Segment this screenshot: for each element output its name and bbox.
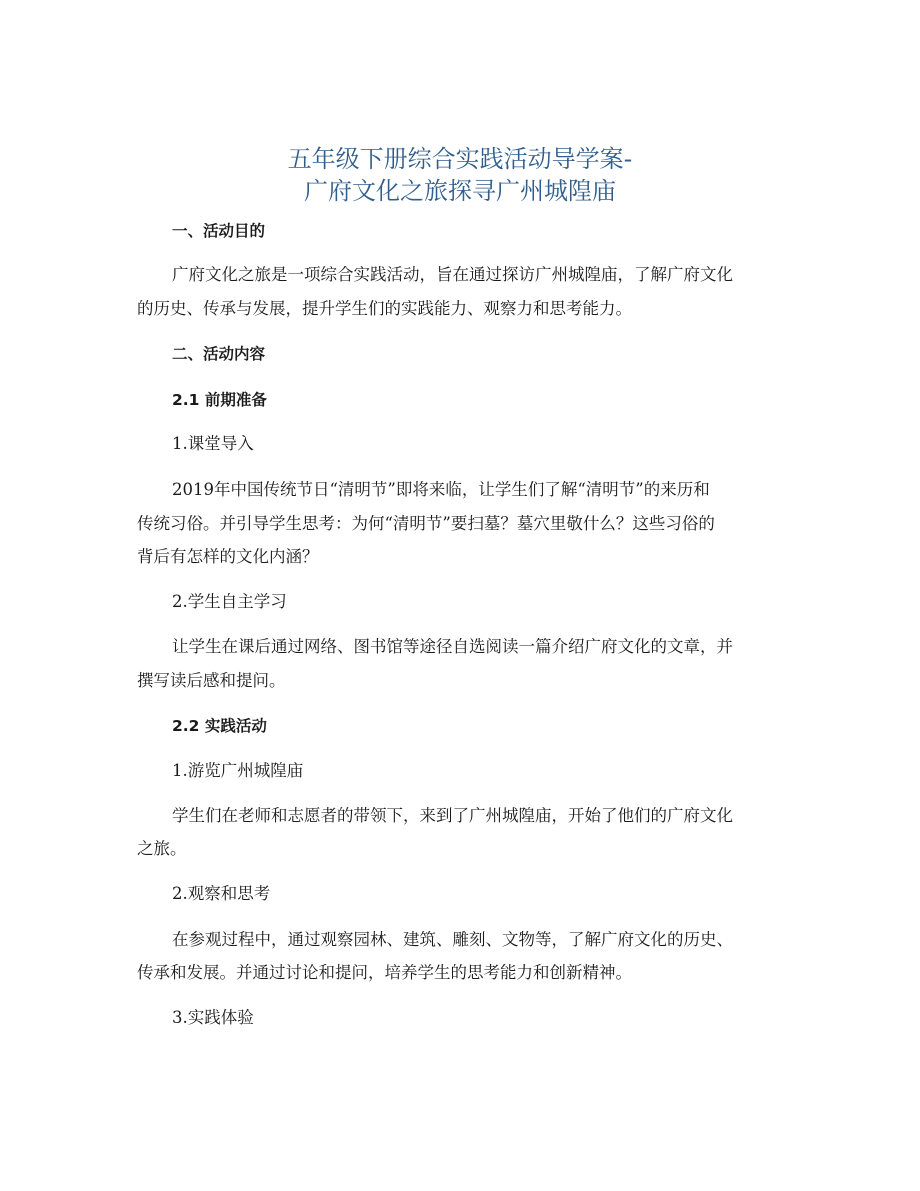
paragraph-line: 让学生在课后通过网络、图书馆等途径自选阅读一篇介绍广府文化的文章，并 (172, 637, 733, 656)
list-item-heading: 1.游览广州城隍庙 (172, 761, 304, 780)
paragraph-line: 2019年中国传统节日“清明节”即将来临，让学生们了解“清明节”的来历和 (172, 480, 710, 499)
paragraph-line: 撰写读后感和提问。 (137, 671, 286, 690)
paragraph-line: 之旅。 (137, 839, 187, 858)
paragraph-line: 传统习俗。并引导学生思考：为何“清明节”要扫墓？墓穴里敬什么？这些习俗的 (137, 514, 715, 533)
section-heading-content: 二、活动内容 (172, 345, 266, 363)
paragraph-line: 学生们在老师和志愿者的带领下，来到了广州城隍庙，开始了他们的广府文化 (172, 806, 733, 825)
list-item-heading: 2.观察和思考 (172, 884, 271, 903)
list-item-heading: 3.实践体验 (172, 1008, 254, 1027)
subsection-heading-practice: 2.2 实践活动 (172, 717, 267, 735)
paragraph-line: 传承和发展。并通过讨论和提问，培养学生的思考能力和创新精神。 (137, 963, 632, 982)
subsection-heading-preparation: 2.1 前期准备 (172, 391, 267, 409)
section-heading-purpose: 一、活动目的 (172, 222, 266, 240)
document-title-line-2: 广府文化之旅探寻广州城隍庙 (304, 177, 616, 205)
paragraph-line: 广府文化之旅是一项综合实践活动，旨在通过探访广州城隍庙，了解广府文化 (172, 265, 733, 284)
paragraph-line: 在参观过程中，通过观察园林、建筑、雕刻、文物等，了解广府文化的历史、 (172, 930, 733, 949)
list-item-heading: 1.课堂导入 (172, 434, 254, 453)
paragraph-line: 背后有怎样的文化内涵？ (137, 547, 319, 566)
document-title-line-1: 五年级下册综合实践活动导学案- (287, 145, 633, 173)
list-item-heading: 2.学生自主学习 (172, 592, 287, 611)
paragraph-line: 的历史、传承与发展，提升学生们的实践能力、观察力和思考能力。 (137, 299, 632, 318)
